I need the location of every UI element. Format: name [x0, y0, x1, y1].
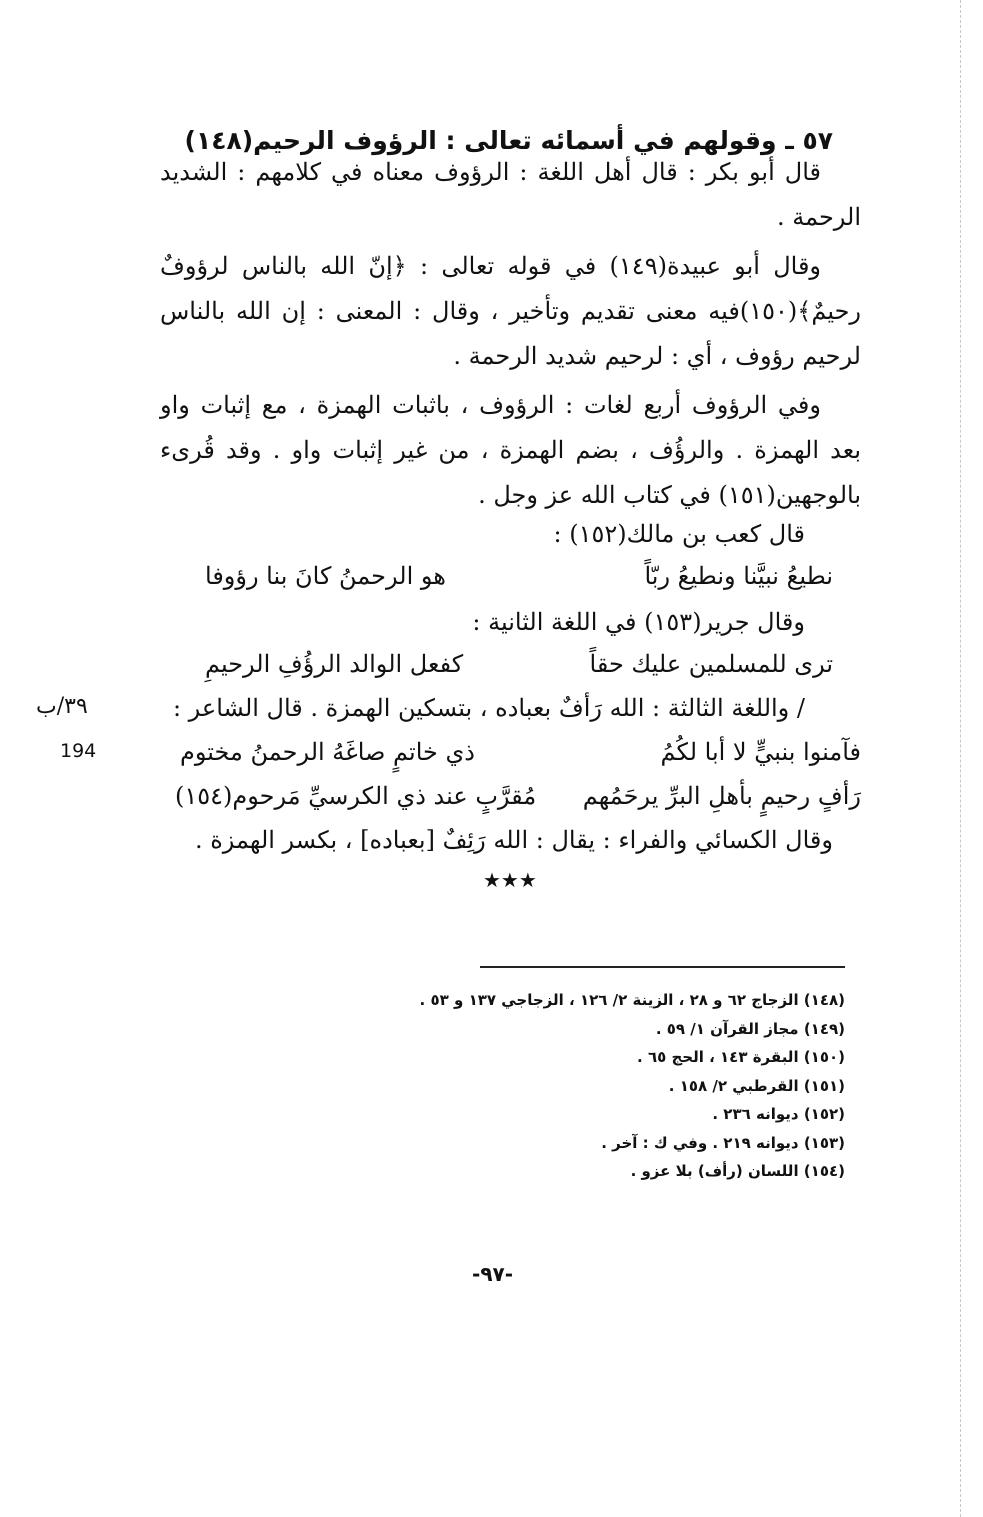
page-number: -٩٧-: [472, 1262, 514, 1286]
verse2-first-hemistich: ترى للمسلمين عليك حقاً: [589, 650, 833, 678]
folio-marker: ٣٩/ب: [36, 694, 88, 719]
section-title: ٥٧ ـ وقولهم في أسمائه تعالى : الرؤوف الرحيم(١٤٨): [184, 126, 833, 155]
footnote-150: (١٥٠) البقرة ١٤٣ ، الحج ٦٥ .: [637, 1048, 845, 1066]
verse1-second-hemistich: هو الرحمنُ كانَ بنا رؤوفا: [205, 562, 446, 590]
verse1-first-hemistich: نطيعُ نبيَّنا ونطيعُ ربّاً: [644, 562, 833, 590]
verse2-second-hemistich: كفعل الوالد الرؤُفِ الرحيمِ: [205, 650, 464, 678]
verse3-first-hemistich: فآمنوا بنبيٍّ لا أبا لكُمُ: [660, 738, 861, 766]
third-dialect-line: / واللغة الثالثة : الله رَأفٌ بعباده ، بتسكين الهمزة . قال الشاعر :: [172, 694, 805, 722]
footnotes-list: [420, 986, 845, 1186]
footnote-149: (١٤٩) مجاز القرآن ١/ ٥٩ .: [655, 1019, 845, 1038]
footnote-153: (١٥٣) ديوانه ٢١٩ . وفي ك : آخر .: [601, 1133, 845, 1152]
footnote-148: (١٤٨) الزجاج ٦٢ و ٢٨ ، الزينة ٢/ ١٢٦ ، الزجاجي ١٣٧ و ٥٣ .: [419, 991, 845, 1009]
scan-edge-line: [960, 0, 961, 1517]
section-separator-stars: ★★★: [483, 868, 537, 892]
intro-jarir: وقال جرير(١٥٣) في اللغة الثانية :: [472, 608, 805, 636]
footnote-divider: [480, 966, 845, 968]
intro-kaab: قال كعب بن مالك(١٥٢) :: [553, 520, 805, 548]
verse4-first-hemistich: رَأفٍ رحيمٍ بأهلِ البرِّ يرحَمُهم: [582, 782, 861, 810]
verse4-second-hemistich: مُقرَّبٍ عند ذي الكرسيِّ مَرحوم(١٥٤): [175, 782, 537, 810]
paragraph-four-dialects: وفي الرؤوف أربع لغات : الرؤوف ، باثبات الهمزة ، مع إثبات واو بعد الهمزة . والرؤُف ، بضم الهمزة ، من غير إثبات واو . وقد قُرىء بالوجهين(١٥١) في كتاب الله عز وجل .: [160, 391, 861, 509]
kisai-farra-line: وقال الكسائي والفراء : يقال : الله رَئِفٌ [بعباده] ، بكسر الهمزة .: [194, 826, 833, 854]
verse3-second-hemistich: ذي خاتمٍ صاغَهُ الرحمنُ مختوم: [180, 738, 475, 766]
footnote-154: (١٥٤) اللسان (رأف) بلا عزو .: [630, 1162, 845, 1180]
footnote-151: (١٥١) القرطبي ٢/ ١٥٨ .: [668, 1076, 845, 1095]
footnote-152: (١٥٢) ديوانه ٢٣٦ .: [712, 1105, 845, 1123]
paragraph-definition: قال أبو بكر : قال أهل اللغة : الرؤوف معناه في كلامهم : الشديد الرحمة .: [160, 158, 861, 231]
manuscript-number: 194: [60, 740, 97, 762]
paragraph-abu-ubayda: وقال أبو عبيدة(١٤٩) في قوله تعالى : ﴿إنّ الله بالناس لرؤوفٌ رحيمٌ﴾(١٥٠)فيه معنى تقديم وتأخير ، وقال : المعنى : إن الله بالناس لرحيم رؤوف ، أي : لرحيم شديد الرحمة .: [160, 252, 861, 370]
